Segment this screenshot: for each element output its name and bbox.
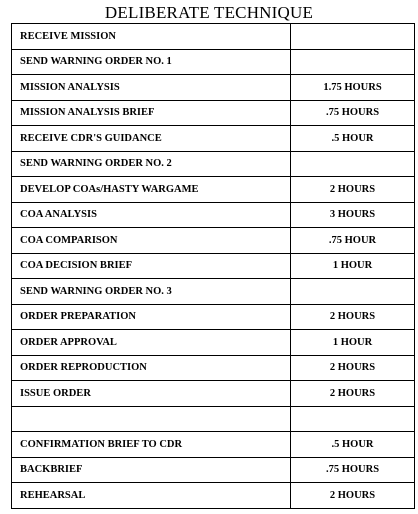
time-cell: 2 HOURS bbox=[291, 304, 415, 330]
time-cell: .75 HOUR bbox=[291, 228, 415, 254]
time-cell bbox=[291, 24, 415, 50]
time-cell: 2 HOURS bbox=[291, 381, 415, 407]
time-cell: .75 HOURS bbox=[291, 457, 415, 483]
table-row bbox=[12, 100, 415, 126]
table-row bbox=[12, 432, 415, 458]
table-row bbox=[12, 406, 415, 432]
table-row bbox=[12, 202, 415, 228]
time-cell bbox=[291, 406, 415, 432]
time-cell: 1 HOUR bbox=[291, 330, 415, 356]
step-cell: CONFIRMATION BRIEF TO CDR bbox=[12, 432, 291, 458]
time-cell: 2 HOURS bbox=[291, 177, 415, 203]
table-row bbox=[12, 457, 415, 483]
step-cell: ORDER PREPARATION bbox=[12, 304, 291, 330]
step-cell: MISSION ANALYSIS bbox=[12, 75, 291, 101]
step-cell: RECEIVE CDR'S GUIDANCE bbox=[12, 126, 291, 152]
table-row bbox=[12, 330, 415, 356]
step-cell: BACKBRIEF bbox=[12, 457, 291, 483]
step-cell: COA COMPARISON bbox=[12, 228, 291, 254]
step-cell: ORDER APPROVAL bbox=[12, 330, 291, 356]
table-row bbox=[12, 355, 415, 381]
step-cell: SEND WARNING ORDER NO. 2 bbox=[12, 151, 291, 177]
table-row bbox=[12, 483, 415, 509]
step-cell: COA ANALYSIS bbox=[12, 202, 291, 228]
technique-schedule-table bbox=[11, 23, 415, 509]
step-cell: RECEIVE MISSION bbox=[12, 24, 291, 50]
step-cell: ISSUE ORDER bbox=[12, 381, 291, 407]
time-cell: .5 HOUR bbox=[291, 126, 415, 152]
time-cell bbox=[291, 279, 415, 305]
time-cell: .5 HOUR bbox=[291, 432, 415, 458]
table-row bbox=[12, 151, 415, 177]
time-cell bbox=[291, 151, 415, 177]
step-cell: ORDER REPRODUCTION bbox=[12, 355, 291, 381]
step-cell bbox=[12, 406, 291, 432]
time-cell: 3 HOURS bbox=[291, 202, 415, 228]
step-cell: MISSION ANALYSIS BRIEF bbox=[12, 100, 291, 126]
step-cell: REHEARSAL bbox=[12, 483, 291, 509]
table-row bbox=[12, 381, 415, 407]
step-cell: COA DECISION BRIEF bbox=[12, 253, 291, 279]
table-row bbox=[12, 228, 415, 254]
step-cell: DEVELOP COAs/HASTY WARGAME bbox=[12, 177, 291, 203]
time-cell: .75 HOURS bbox=[291, 100, 415, 126]
time-cell: 2 HOURS bbox=[291, 483, 415, 509]
table-row bbox=[12, 279, 415, 305]
time-cell: 1.75 HOURS bbox=[291, 75, 415, 101]
time-cell: 1 HOUR bbox=[291, 253, 415, 279]
step-cell: SEND WARNING ORDER NO. 3 bbox=[12, 279, 291, 305]
table-row bbox=[12, 75, 415, 101]
step-cell: SEND WARNING ORDER NO. 1 bbox=[12, 49, 291, 75]
table-row bbox=[12, 126, 415, 152]
table-row bbox=[12, 24, 415, 50]
table-row bbox=[12, 177, 415, 203]
table-row bbox=[12, 253, 415, 279]
time-cell: 2 HOURS bbox=[291, 355, 415, 381]
time-cell bbox=[291, 49, 415, 75]
table-row bbox=[12, 49, 415, 75]
table-row bbox=[12, 304, 415, 330]
page-title: DELIBERATE TECHNIQUE bbox=[104, 3, 314, 22]
